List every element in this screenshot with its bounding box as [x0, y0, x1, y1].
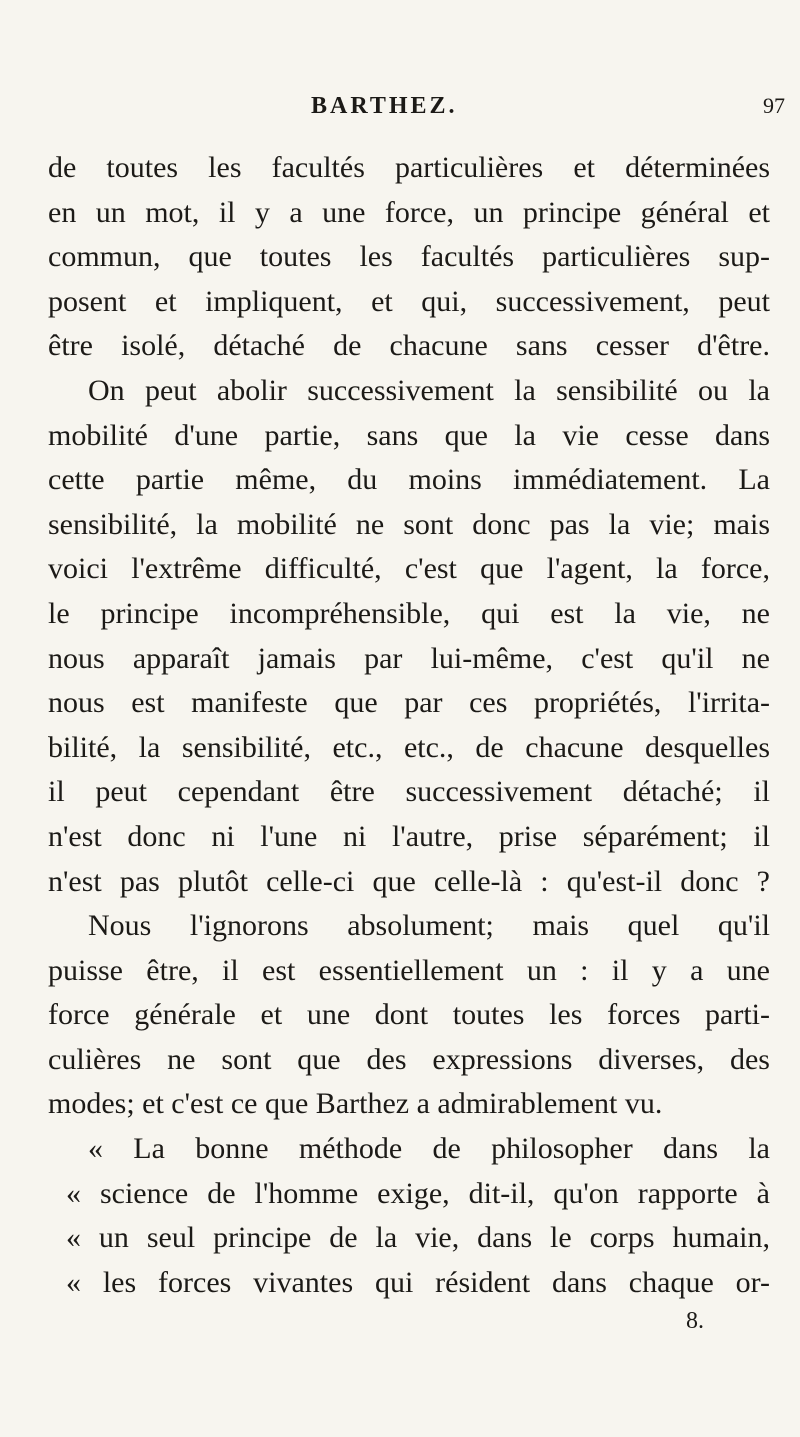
text-line: « un seul principe de la vie, dans le corps humain,: [66, 1221, 770, 1255]
text-line: mobilité d'une partie, sans que la vie cesse dans: [48, 418, 770, 452]
text-line: culières ne sont que des expressions diverses, des: [48, 1042, 770, 1076]
text-line: voici l'extrême difficulté, c'est que l'agent, la force,: [48, 552, 770, 586]
text-line: « les forces vivantes qui résident dans chaque or-: [66, 1265, 770, 1299]
text-line: modes; et c'est ce que Barthez a admirablement vu.: [48, 1087, 663, 1121]
text-line: posent et impliquent, et qui, successivement, peut: [48, 284, 770, 318]
text-line: sensibilité, la mobilité ne sont donc pas la vie; mais: [48, 507, 770, 541]
text-line: n'est donc ni l'une ni l'autre, prise séparément; il: [48, 819, 770, 853]
text-line: On peut abolir successivement la sensibilité ou la: [88, 373, 770, 407]
text-line: Nous l'ignorons absolument; mais quel qu'il: [88, 909, 770, 943]
text-line: de toutes les facultés particulières et déterminées: [48, 151, 770, 184]
text-line: en un mot, il y a une force, un principe général et: [48, 195, 770, 229]
text-line: « science de l'homme exige, dit-il, qu'on rapporte à: [66, 1176, 770, 1210]
text-line: « La bonne méthode de philosopher dans la: [88, 1132, 770, 1166]
signature-mark: 8.: [686, 1308, 704, 1334]
running-title: BARTHEZ.: [311, 93, 458, 119]
text-line: le principe incompréhensible, qui est la vie, ne: [48, 596, 770, 630]
text-line: nous apparaît jamais par lui-même, c'est qu'il ne: [48, 641, 770, 675]
text-line: bilité, la sensibilité, etc., etc., de chacune desquelles: [48, 730, 770, 764]
text-line: être isolé, détaché de chacune sans cesser d'être.: [48, 329, 770, 363]
body-text: [48, 146, 770, 1305]
text-line: puisse être, il est essentiellement un : il y a une: [48, 953, 770, 987]
text-line: force générale et une dont toutes les forces parti-: [48, 998, 770, 1032]
text-line: commun, que toutes les facultés particulières sup-: [48, 240, 770, 274]
text-line: cette partie même, du moins immédiatement. La: [48, 463, 770, 497]
text-line: n'est pas plutôt celle-ci que celle-là : qu'est-il donc ?: [48, 864, 770, 898]
text-line: il peut cependant être successivement détaché; il: [48, 775, 770, 809]
text-line: nous est manifeste que par ces propriétés, l'irrita-: [48, 686, 770, 720]
running-head: [0, 93, 800, 123]
page-number: 97: [763, 93, 785, 118]
